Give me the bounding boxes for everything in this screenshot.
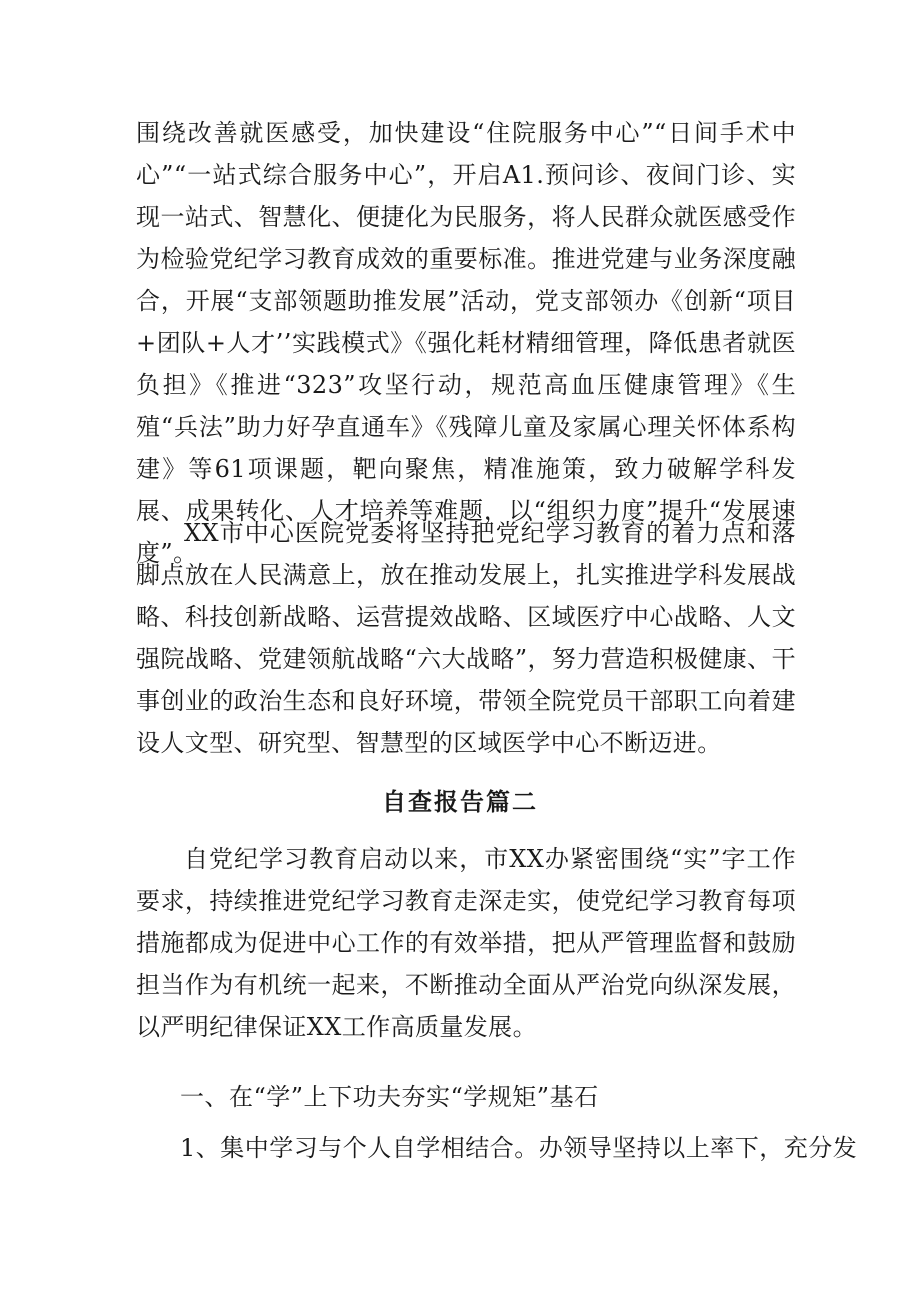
- section-heading: 自查报告篇二: [382, 787, 538, 816]
- item-1-text: 1、集中学习与个人自学相结合。办领导坚持以上率下，充分发: [180, 1134, 858, 1162]
- paragraph-1: 围绕改善就医感受，加快建设“住院服务中心”“日间手术中心”“一站式综合服务中心”，开启A1.预问诊、夜间门诊、实现一站式、智慧化、便捷化为民服务，将人民群众就医感受作为检验党纪学习教育成效的重要标准。推进党建与业务深度融合，开展“支部领题助推发展”活动，党支部领办《创新“项目+团队+人才’’实践模式》《强化耗材精细管理，降低患者就医负担》《推进“323”攻坚行动，规范高血压健康管理》《生殖“兵法”助力好孕直通车》《残障儿童及家属心理关怀体系构建》等61项课题，靶向聚焦，精准施策，致力破解学科发展、成果转化、人才培养等难题，以“组织力度”提升“发展速度”。: [136, 119, 796, 567]
- section-1-title: 一、在“学”上下功夫夯实“学规矩”基石: [180, 1083, 599, 1111]
- paragraph-3: 自党纪学习教育启动以来，市XX办紧密围绕“实”字工作要求，持续推进党纪学习教育走深走实，使党纪学习教育每项措施都成为促进中心工作的有效举措，把从严管理监督和鼓励担当作为有机统一起来，不断推动全面从严治党向纵深发展，以严明纪律保证XX工作高质量发展。: [136, 845, 796, 1041]
- paragraph-2: XX市中心医院党委将坚持把党纪学习教育的着力点和落脚点放在人民满意上，放在推动发展上，扎实推进学科发展战略、科技创新战略、运营提效战略、区域医疗中心战略、人文强院战略、党建领航战略“六大战略”，努力营造积极健康、干事创业的政治生态和良好环境，带领全院党员干部职工向着建设人文型、研究型、智慧型的区域医学中心不断迈进。: [136, 519, 796, 757]
